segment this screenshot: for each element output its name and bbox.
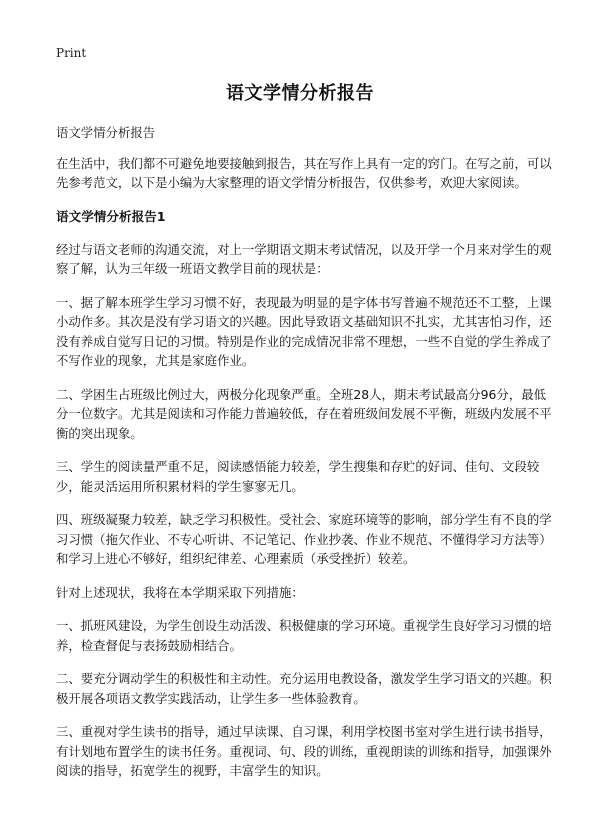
document-body xyxy=(56,123,554,795)
body-paragraph: 二、学困生占班级比例过大，两极分化现象严重。全班28人，期末考试最高分96分，最低分一位数字。尤其是阅读和习作能力普遍较低，存在着班级间发展不平衡，班级内发展不平衡的突出现象。 xyxy=(56,386,552,441)
body-paragraph: 经过与语文老师的沟通交流，对上一学期语文期末考试情况，以及开学一个月来对学生的观察了解，认为三年级一班语文教学目前的现状是： xyxy=(56,241,552,276)
page-title: 语文学情分析报告 xyxy=(226,83,374,104)
body-paragraph: 四、班级凝聚力较差，缺乏学习积极性。受社会、家庭环境等的影响，部分学生有不良的学习习惯（拖欠作业、不专心听讲、不记笔记、作业抄袭、作业不规范、不懂得学习方法等）和学习上进心不够好，组织纪律差、心理素质（承受挫折）较差。 xyxy=(56,512,552,566)
body-paragraph: 二、要充分调动学生的积极性和主动性。充分运用电教设备，激发学生学习语文的兴趣。积极开展各项语文教学实践活动，让学生多一些体验教育。 xyxy=(56,671,552,706)
body-paragraph: 三、学生的阅读量严重不足，阅读感悟能力较差，学生搜集和存贮的好词、佳句、文段较少，能灵活运用所积累材料的学生寥寥无几。 xyxy=(56,459,540,494)
body-paragraph: 针对上述现状，我将在本学期采取下列措施： xyxy=(56,584,304,600)
body-paragraph: 一、抓班风建设，为学生创设生动活泼、积极健康的学习环境。重视学生良好学习习惯的培养，检查督促与表扬鼓励相结合。 xyxy=(56,618,552,653)
document-subtitle: 语文学情分析报告 xyxy=(56,125,156,140)
body-paragraph: 三、重视对学生读书的指导，通过早读课、自习课，利用学校图书室对学生进行读书指导，有计划地布置学生的读书任务。重视词、句、段的训练，重视朗读的训练和指导，加强课外阅读的指导，拓宽学生的视野，丰富学生的知识。 xyxy=(56,724,552,778)
print-link[interactable]: Print xyxy=(56,46,87,60)
section-heading: 语文学情分析报告1 xyxy=(56,208,166,224)
body-paragraph: 一、据了解本班学生学习习惯不好，表现最为明显的是字体书写普遍不规范还不工整，上课小动作多。其次是没有学习语文的兴趣。因此导致语文基础知识不扎实，尤其害怕习作，还没有养成自觉写日记的习惯。特别是作业的完成情况非常不理想，一些不自觉的学生养成了不写作业的现象，尤其是家庭作业。 xyxy=(56,294,552,368)
intro-paragraph: 在生活中，我们都不可避免地要接触到报告，其在写作上具有一定的窍门。在写之前，可以先参考范文，以下是小编为大家整理的语文学情分析报告，仅供参考，欢迎大家阅读。 xyxy=(56,155,552,190)
